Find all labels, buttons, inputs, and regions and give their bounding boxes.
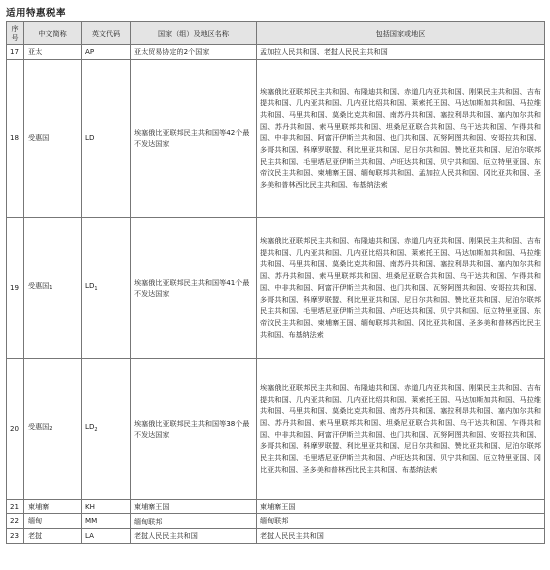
- row-seq: 23: [7, 529, 24, 544]
- row-seq: 22: [7, 514, 24, 529]
- row-code-subscript: 1: [94, 285, 98, 292]
- row-cn-name: [24, 358, 82, 499]
- row-countries: 埃塞俄比亚联邦民主共和国、布隆迪共和国、赤道几内亚共和国、刚果民主共和国、吉布提共和国、几内亚共和国、几内亚比绍共和国、莱索托王国、马达加斯加共和国、马拉维共和国、马里共和国、莫桑比克共和国、南苏丹共和国、塞拉利昂共和国、塞内加尔共和国、苏丹共和国、索马里联邦共和国、坦桑尼亚联合共和国、乌干达共和国、乍得共和国、中非共和国、阿富汗伊斯兰共和国、也门共和国、瓦努阿图共和国、安哥拉共和国、多哥共和国、科摩罗联盟、利比里亚共和国、尼日尔共和国、赞比亚共和国、尼泊尔联邦民主共和国、毛里塔尼亚伊斯兰共和国、卢旺达共和国、贝宁共和国、厄立特里亚国、东帝汶民主共和国、柬埔寨王国、缅甸联邦共和国、孟加拉人民共和国、冈比亚共和国、圣多美和普林西比民主共和国、布基纳法索: [257, 59, 545, 217]
- header-cn-name: 中文简称: [24, 22, 82, 45]
- row-countries: 柬埔寨王国: [257, 499, 545, 514]
- row-cn-subscript: 2: [49, 426, 53, 433]
- table-row: [7, 45, 545, 60]
- row-countries: 埃塞俄比亚联邦民主共和国、布隆迪共和国、赤道几内亚共和国、刚果民主共和国、吉布提共和国、几内亚共和国、几内亚比绍共和国、莱索托王国、马达加斯加共和国、马拉维共和国、马里共和国、莫桑比克共和国、南苏丹共和国、塞拉利昂共和国、塞内加尔共和国、苏丹共和国、索马里联邦共和国、坦桑尼亚联合共和国、乌干达共和国、乍得共和国、中非共和国、阿富汗伊斯兰共和国、也门共和国、瓦努阿图共和国、安哥拉共和国、多哥共和国、科摩罗联盟、利比里亚共和国、尼日尔共和国、赞比亚共和国、尼泊尔联邦民主共和国、毛里塔尼亚伊斯兰共和国、卢旺达共和国、贝宁共和国、厄立特里亚国、东帝汶民主共和国、柬埔寨王国、缅甸联邦共和国、冈比亚共和国、圣多美和普林西比民主共和国、布基纳法索: [257, 217, 545, 358]
- row-cn-main: 受惠国: [28, 281, 50, 291]
- row-code-main: LA: [85, 531, 94, 541]
- row-code-main: LD: [85, 133, 95, 143]
- table-row: [7, 217, 545, 358]
- row-seq: 18: [7, 59, 24, 217]
- row-code: [82, 514, 131, 529]
- row-code-main: KH: [85, 501, 95, 511]
- row-group: 柬埔寨王国: [131, 499, 257, 514]
- header-en-code: 英文代码: [82, 22, 131, 45]
- row-cn-main: 受惠国: [28, 422, 50, 432]
- table-row: [7, 358, 545, 499]
- row-seq: 21: [7, 499, 24, 514]
- row-cn-name: 老挝: [24, 529, 82, 544]
- row-countries: 缅甸联邦: [257, 514, 545, 529]
- row-code: [82, 217, 131, 358]
- row-group: 埃塞俄比亚联邦民主共和国等38个最不发达国家: [131, 358, 257, 499]
- table-header-row: [7, 22, 545, 45]
- row-seq: [7, 358, 24, 499]
- row-code-main: MM: [85, 516, 98, 526]
- row-seq-main: 19: [10, 282, 20, 292]
- row-seq: [7, 217, 24, 358]
- row-code-subscript: 2: [94, 426, 98, 433]
- row-countries: 老挝人民民主共和国: [257, 529, 545, 544]
- row-cn-name: 亚太: [24, 45, 82, 60]
- row-code-main: AP: [85, 47, 95, 56]
- row-code: [82, 45, 131, 60]
- row-group: 埃塞俄比亚联邦民主共和国等41个最不发达国家: [131, 217, 257, 358]
- row-code: [82, 499, 131, 514]
- page-title: 适用特惠税率: [6, 8, 67, 19]
- row-cn-subscript: 1: [49, 285, 53, 292]
- row-group: 亚太贸易协定的2个国家: [131, 45, 257, 60]
- row-cn-name: 受惠国: [24, 59, 82, 217]
- table-row: [7, 499, 545, 514]
- row-cn-name: 柬埔寨: [24, 499, 82, 514]
- row-countries: 埃塞俄比亚联邦民主共和国、布隆迪共和国、赤道几内亚共和国、刚果民主共和国、吉布提共和国、几内亚共和国、几内亚比绍共和国、莱索托王国、马达加斯加共和国、马拉维共和国、马里共和国、莫桑比克共和国、南苏丹共和国、塞拉利昂共和国、塞内加尔共和国、苏丹共和国、索马里联邦共和国、坦桑尼亚联合共和国、乌干达共和国、乍得共和国、中非共和国、阿富汗伊斯兰共和国、也门共和国、瓦努阿图共和国、安哥拉共和国、多哥共和国、科摩罗联盟、利比里亚共和国、尼日尔共和国、赞比亚共和国、尼泊尔联邦民主共和国、毛里塔尼亚伊斯兰共和国、卢旺达共和国、贝宁共和国、厄立特里亚国、冈比亚共和国、圣多美和普林西比民主共和国、布基纳法索: [257, 358, 545, 499]
- table-row: [7, 529, 545, 544]
- row-group: 埃塞俄比亚联邦民主共和国等42个最不发达国家: [131, 59, 257, 217]
- row-code: [82, 529, 131, 544]
- header-group: 国家（组）及地区名称: [131, 22, 257, 45]
- header-countries: 包括国家或地区: [257, 22, 545, 45]
- row-seq-main: 20: [10, 423, 20, 433]
- row-code: [82, 358, 131, 499]
- row-cn-name: 缅甸: [24, 514, 82, 529]
- row-code-main: LD: [85, 280, 95, 290]
- table-row: [7, 59, 545, 217]
- header-seq: 序号: [7, 22, 24, 45]
- row-code-main: LD: [85, 421, 95, 431]
- tariff-table: [6, 21, 545, 544]
- row-code: [82, 59, 131, 217]
- row-cn-name: [24, 217, 82, 358]
- row-countries: 孟加拉人民共和国、老挝人民民主共和国: [257, 45, 545, 60]
- table-row: [7, 514, 545, 529]
- row-seq: 17: [7, 45, 24, 60]
- row-group: 老挝人民民主共和国: [131, 529, 257, 544]
- row-group: 缅甸联邦: [131, 514, 257, 529]
